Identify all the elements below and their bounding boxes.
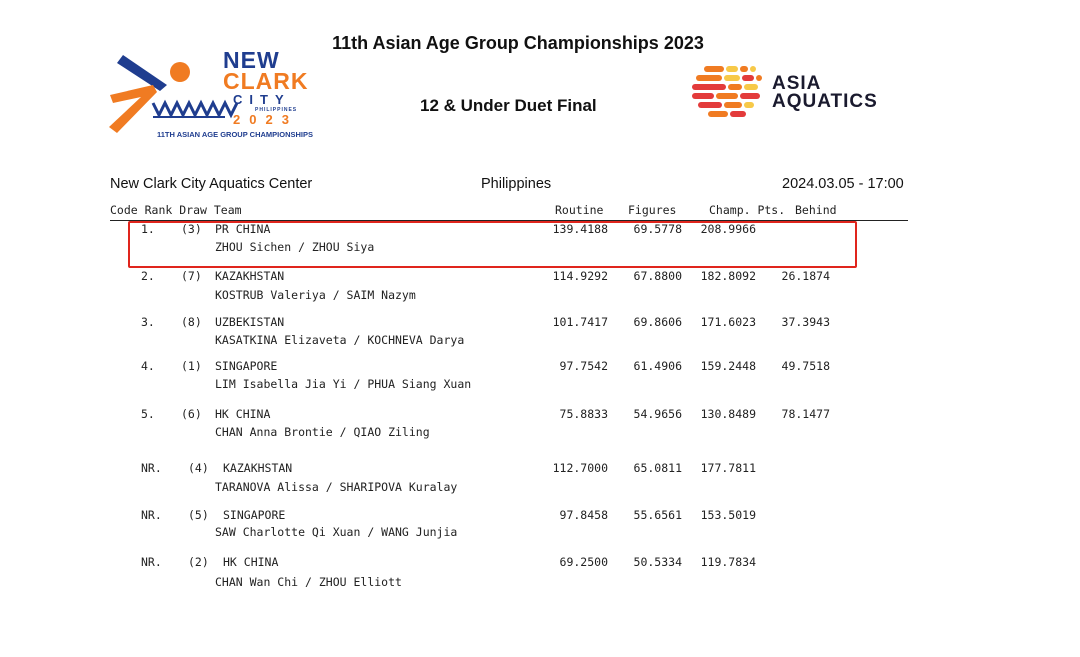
figures-score: 67.8800 — [633, 269, 682, 283]
champ-points: 182.8092 — [700, 269, 756, 283]
rank: NR. — [141, 461, 162, 475]
draw: (5) — [188, 508, 209, 522]
team: PR CHINA — [215, 222, 271, 236]
column-header-figures: Figures — [628, 203, 677, 217]
column-header-routine: Routine — [555, 203, 604, 217]
routine-score: 112.7000 — [552, 461, 608, 475]
page-title: 11th Asian Age Group Championships 2023 — [332, 33, 704, 53]
rank: 1. — [141, 222, 155, 236]
aquatics-dots-icon — [692, 64, 767, 122]
event-datetime: 2024.03.05 - 17:00 — [782, 176, 904, 192]
champ-points: 153.5019 — [700, 508, 756, 522]
behind: 26.1874 — [781, 269, 830, 283]
team: KAZAKHSTAN — [215, 269, 285, 283]
behind: 78.1477 — [781, 407, 830, 421]
routine-score: 97.7542 — [559, 359, 608, 373]
routine-score: 75.8833 — [559, 407, 608, 421]
venue-name: New Clark City Aquatics Center — [110, 176, 313, 192]
rank: NR. — [141, 508, 162, 522]
figures-score: 54.9656 — [633, 407, 682, 421]
athletes: KOSTRUB Valeriya / SAIM Nazym — [215, 288, 416, 302]
team: KAZAKHSTAN — [223, 461, 293, 475]
draw: (2) — [188, 555, 209, 569]
athletes: LIM Isabella Jia Yi / PHUA Siang Xuan — [215, 377, 472, 391]
team: HK CHINA — [215, 407, 271, 421]
athletes: CHAN Anna Brontie / QIAO Ziling — [215, 425, 430, 439]
figures-score: 61.4906 — [633, 359, 682, 373]
logo-philippines: PHILIPPINES — [255, 107, 298, 113]
draw: (8) — [181, 315, 202, 329]
draw: (7) — [181, 269, 202, 283]
team: SINGAPORE — [223, 508, 286, 522]
column-header-code-rank-draw-team: Code Rank Draw Team — [110, 203, 242, 217]
champ-points: 177.7811 — [700, 461, 756, 475]
rank: 5. — [141, 407, 155, 421]
athletes: CHAN Wan Chi / ZHOU Elliott — [215, 575, 402, 589]
logo-year: 2023 — [233, 112, 298, 127]
figures-score: 69.8606 — [633, 315, 682, 329]
rank: 3. — [141, 315, 155, 329]
athletes: ZHOU Sichen / ZHOU Siya — [215, 240, 375, 254]
new-clark-city-logo — [105, 45, 320, 145]
figures-score: 55.6561 — [633, 508, 682, 522]
team: UZBEKISTAN — [215, 315, 285, 329]
event-name: 12 & Under Duet Final — [420, 96, 597, 115]
rank: NR. — [141, 555, 162, 569]
figures-score: 50.5334 — [633, 555, 682, 569]
logo-new: NEW — [223, 47, 280, 73]
column-header-champ-pts: Champ. Pts. — [709, 203, 786, 217]
routine-score: 101.7417 — [552, 315, 608, 329]
draw: (6) — [181, 407, 202, 421]
asia-aquatics-logo — [692, 64, 907, 124]
logo-clark: CLARK — [223, 68, 309, 94]
draw: (3) — [181, 222, 202, 236]
routine-score: 139.4188 — [552, 222, 608, 236]
behind: 49.7518 — [781, 359, 830, 373]
athletes: KASATKINA Elizaveta / KOCHNEVA Darya — [215, 333, 465, 347]
athletes: TARANOVA Alissa / SHARIPOVA Kuralay — [215, 480, 458, 494]
athletes: SAW Charlotte Qi Xuan / WANG Junjia — [215, 525, 458, 539]
logo-city: CITY — [233, 92, 291, 107]
logo-aquatics: AQUATICS — [772, 91, 878, 112]
routine-score: 114.9292 — [552, 269, 608, 283]
figures-score: 69.5778 — [633, 222, 682, 236]
logo-caption: 11TH ASIAN AGE GROUP CHAMPIONSHIPS — [157, 130, 313, 139]
routine-score: 69.2500 — [559, 555, 608, 569]
champ-points: 171.6023 — [700, 315, 756, 329]
draw: (4) — [188, 461, 209, 475]
draw: (1) — [181, 359, 202, 373]
column-header-behind: Behind — [795, 203, 837, 217]
team: HK CHINA — [223, 555, 279, 569]
figures-score: 65.0811 — [633, 461, 682, 475]
behind: 37.3943 — [781, 315, 830, 329]
routine-score: 97.8458 — [559, 508, 608, 522]
team: SINGAPORE — [215, 359, 278, 373]
champ-points: 208.9966 — [700, 222, 756, 236]
rank: 4. — [141, 359, 155, 373]
country-name: Philippines — [481, 176, 552, 192]
logo-asia: ASIA — [772, 73, 822, 94]
rank: 2. — [141, 269, 155, 283]
champ-points: 130.8489 — [700, 407, 756, 421]
champ-points: 119.7834 — [700, 555, 756, 569]
champ-points: 159.2448 — [700, 359, 756, 373]
